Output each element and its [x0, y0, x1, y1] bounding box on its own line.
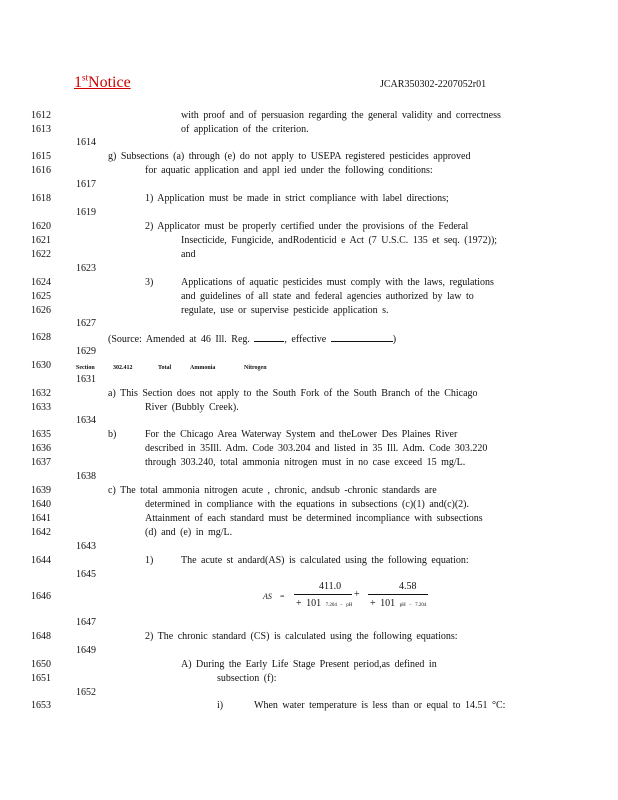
- line-number: 1629: [76, 346, 96, 357]
- line-number: 1619: [76, 207, 96, 218]
- body-text: and: [181, 249, 196, 260]
- line-number: 1612: [31, 110, 51, 121]
- equation-denominator-2: + 101 pH − 7.204: [370, 598, 427, 609]
- line-number: 1630: [31, 360, 51, 371]
- body-text: 1): [145, 555, 154, 566]
- body-text: (d) and (e) in mg/L.: [145, 527, 233, 538]
- line-number: 1620: [31, 221, 51, 232]
- line-number: 1613: [31, 124, 51, 135]
- body-text: 1) Application must be made in strict compliance with label directions;: [145, 193, 449, 204]
- body-text: River (Bubbly Creek).: [145, 402, 239, 413]
- body-text: Attainment of each standard must be determined incompliance with subsections: [145, 513, 483, 524]
- line-number: 1647: [76, 617, 96, 628]
- line-number: 1621: [31, 235, 51, 246]
- equation-numerator-2: 4.58: [399, 581, 417, 592]
- equation-equals: =: [280, 592, 285, 601]
- section-title-word: Ammonia: [190, 365, 216, 371]
- line-number: 1642: [31, 527, 51, 538]
- line-number: 1643: [76, 541, 96, 552]
- line-number: 1638: [76, 471, 96, 482]
- line-number: 1646: [31, 591, 51, 602]
- body-text: determined in compliance with the equations in subsections (c)(1) and(c)(2).: [145, 499, 470, 510]
- line-number: 1623: [76, 263, 96, 274]
- reg-blank: [254, 332, 284, 342]
- line-number: 1618: [31, 193, 51, 204]
- body-text: regulate, use or supervise pesticide application s.: [181, 305, 389, 316]
- line-number: 1639: [31, 485, 51, 496]
- body-text: c) The total ammonia nitrogen acute , chronic, andsub -chronic standards are: [108, 485, 437, 496]
- body-text: Insecticide, Fungicide, andRodenticid e Act (7 U.S.C. 135 et seq. (1972));: [181, 235, 498, 246]
- line-number: 1635: [31, 429, 51, 440]
- line-number: 1637: [31, 457, 51, 468]
- body-text: i): [217, 700, 224, 711]
- line-number: 1615: [31, 151, 51, 162]
- fraction-bar-2: [368, 594, 428, 595]
- line-number: 1614: [76, 137, 96, 148]
- line-number: 1626: [31, 305, 51, 316]
- line-number: 1627: [76, 318, 96, 329]
- body-text: subsection (f):: [217, 673, 277, 684]
- body-text: When water temperature is less than or equal to 14.51 °C:: [254, 700, 506, 711]
- body-text: of application of the criterion.: [181, 124, 309, 135]
- body-text: a) This Section does not apply to the South Fork of the South Branch of the Chicago: [108, 388, 478, 399]
- line-number: 1649: [76, 645, 96, 656]
- section-number: 302.412: [113, 365, 133, 371]
- line-number: 1650: [31, 659, 51, 670]
- line-number: 1622: [31, 249, 51, 260]
- body-text: and guidelines of all state and federal agencies authorized by law to: [181, 291, 474, 302]
- line-number: 1634: [76, 415, 96, 426]
- section-title-word: Total: [158, 365, 172, 371]
- line-number: 1651: [31, 673, 51, 684]
- equation-plus: +: [354, 589, 360, 600]
- section-title-word: Nitrogen: [244, 365, 267, 371]
- body-text: for aquatic application and appl ied under the following conditions:: [145, 165, 433, 176]
- line-number: 1636: [31, 443, 51, 454]
- body-text: For the Chicago Area Waterway System and theLower Des Plaines River: [145, 429, 458, 440]
- line-number: 1624: [31, 277, 51, 288]
- body-text: The acute st andard(AS) is calculated using the following equation:: [181, 555, 469, 566]
- line-number: 1617: [76, 179, 96, 190]
- line-number: 1633: [31, 402, 51, 413]
- equation-denominator-1: + 101 7.204 − pH: [296, 598, 353, 609]
- line-number: 1653: [31, 700, 51, 711]
- equation-lhs: AS: [263, 592, 272, 601]
- body-text: g) Subsections (a) through (e) do not apply to USEPA registered pesticides approved: [108, 151, 471, 162]
- section-label: Section: [76, 365, 95, 371]
- body-text: described in 35Ill. Adm. Code 303.204 and listed in 35 Ill. Adm. Code 303.220: [145, 443, 488, 454]
- effective-blank: [331, 332, 393, 342]
- body-text: 3): [145, 277, 154, 288]
- line-number: 1616: [31, 165, 51, 176]
- body-text: through 303.240, total ammonia nitrogen must in no case exceed 15 mg/L.: [145, 457, 466, 468]
- line-number: 1640: [31, 499, 51, 510]
- body-text: 2) Applicator must be properly certified under the provisions of the Federal: [145, 221, 469, 232]
- body-text: b): [108, 429, 117, 440]
- notice-heading: 1stNotice: [74, 72, 131, 91]
- line-number: 1652: [76, 687, 96, 698]
- line-number: 1645: [76, 569, 96, 580]
- line-number: 1632: [31, 388, 51, 399]
- fraction-bar-1: [294, 594, 352, 595]
- line-number: 1625: [31, 291, 51, 302]
- source-note: (Source: Amended at 46 Ill. Reg. , effective ): [108, 334, 397, 345]
- equation-numerator-1: 411.0: [319, 581, 342, 592]
- body-text: with proof and of persuasion regarding the general validity and correctness: [181, 110, 501, 121]
- line-number: 1644: [31, 555, 51, 566]
- body-text: A) During the Early Life Stage Present period,as defined in: [181, 659, 437, 670]
- line-number: 1648: [31, 631, 51, 642]
- body-text: 2) The chronic standard (CS) is calculated using the following equations:: [145, 631, 458, 642]
- line-number: 1628: [31, 332, 51, 343]
- jcar-code: JCAR350302-2207052r01: [380, 79, 487, 90]
- line-number: 1641: [31, 513, 51, 524]
- line-number: 1631: [76, 374, 96, 385]
- body-text: Applications of aquatic pesticides must comply with the laws, regulations: [181, 277, 494, 288]
